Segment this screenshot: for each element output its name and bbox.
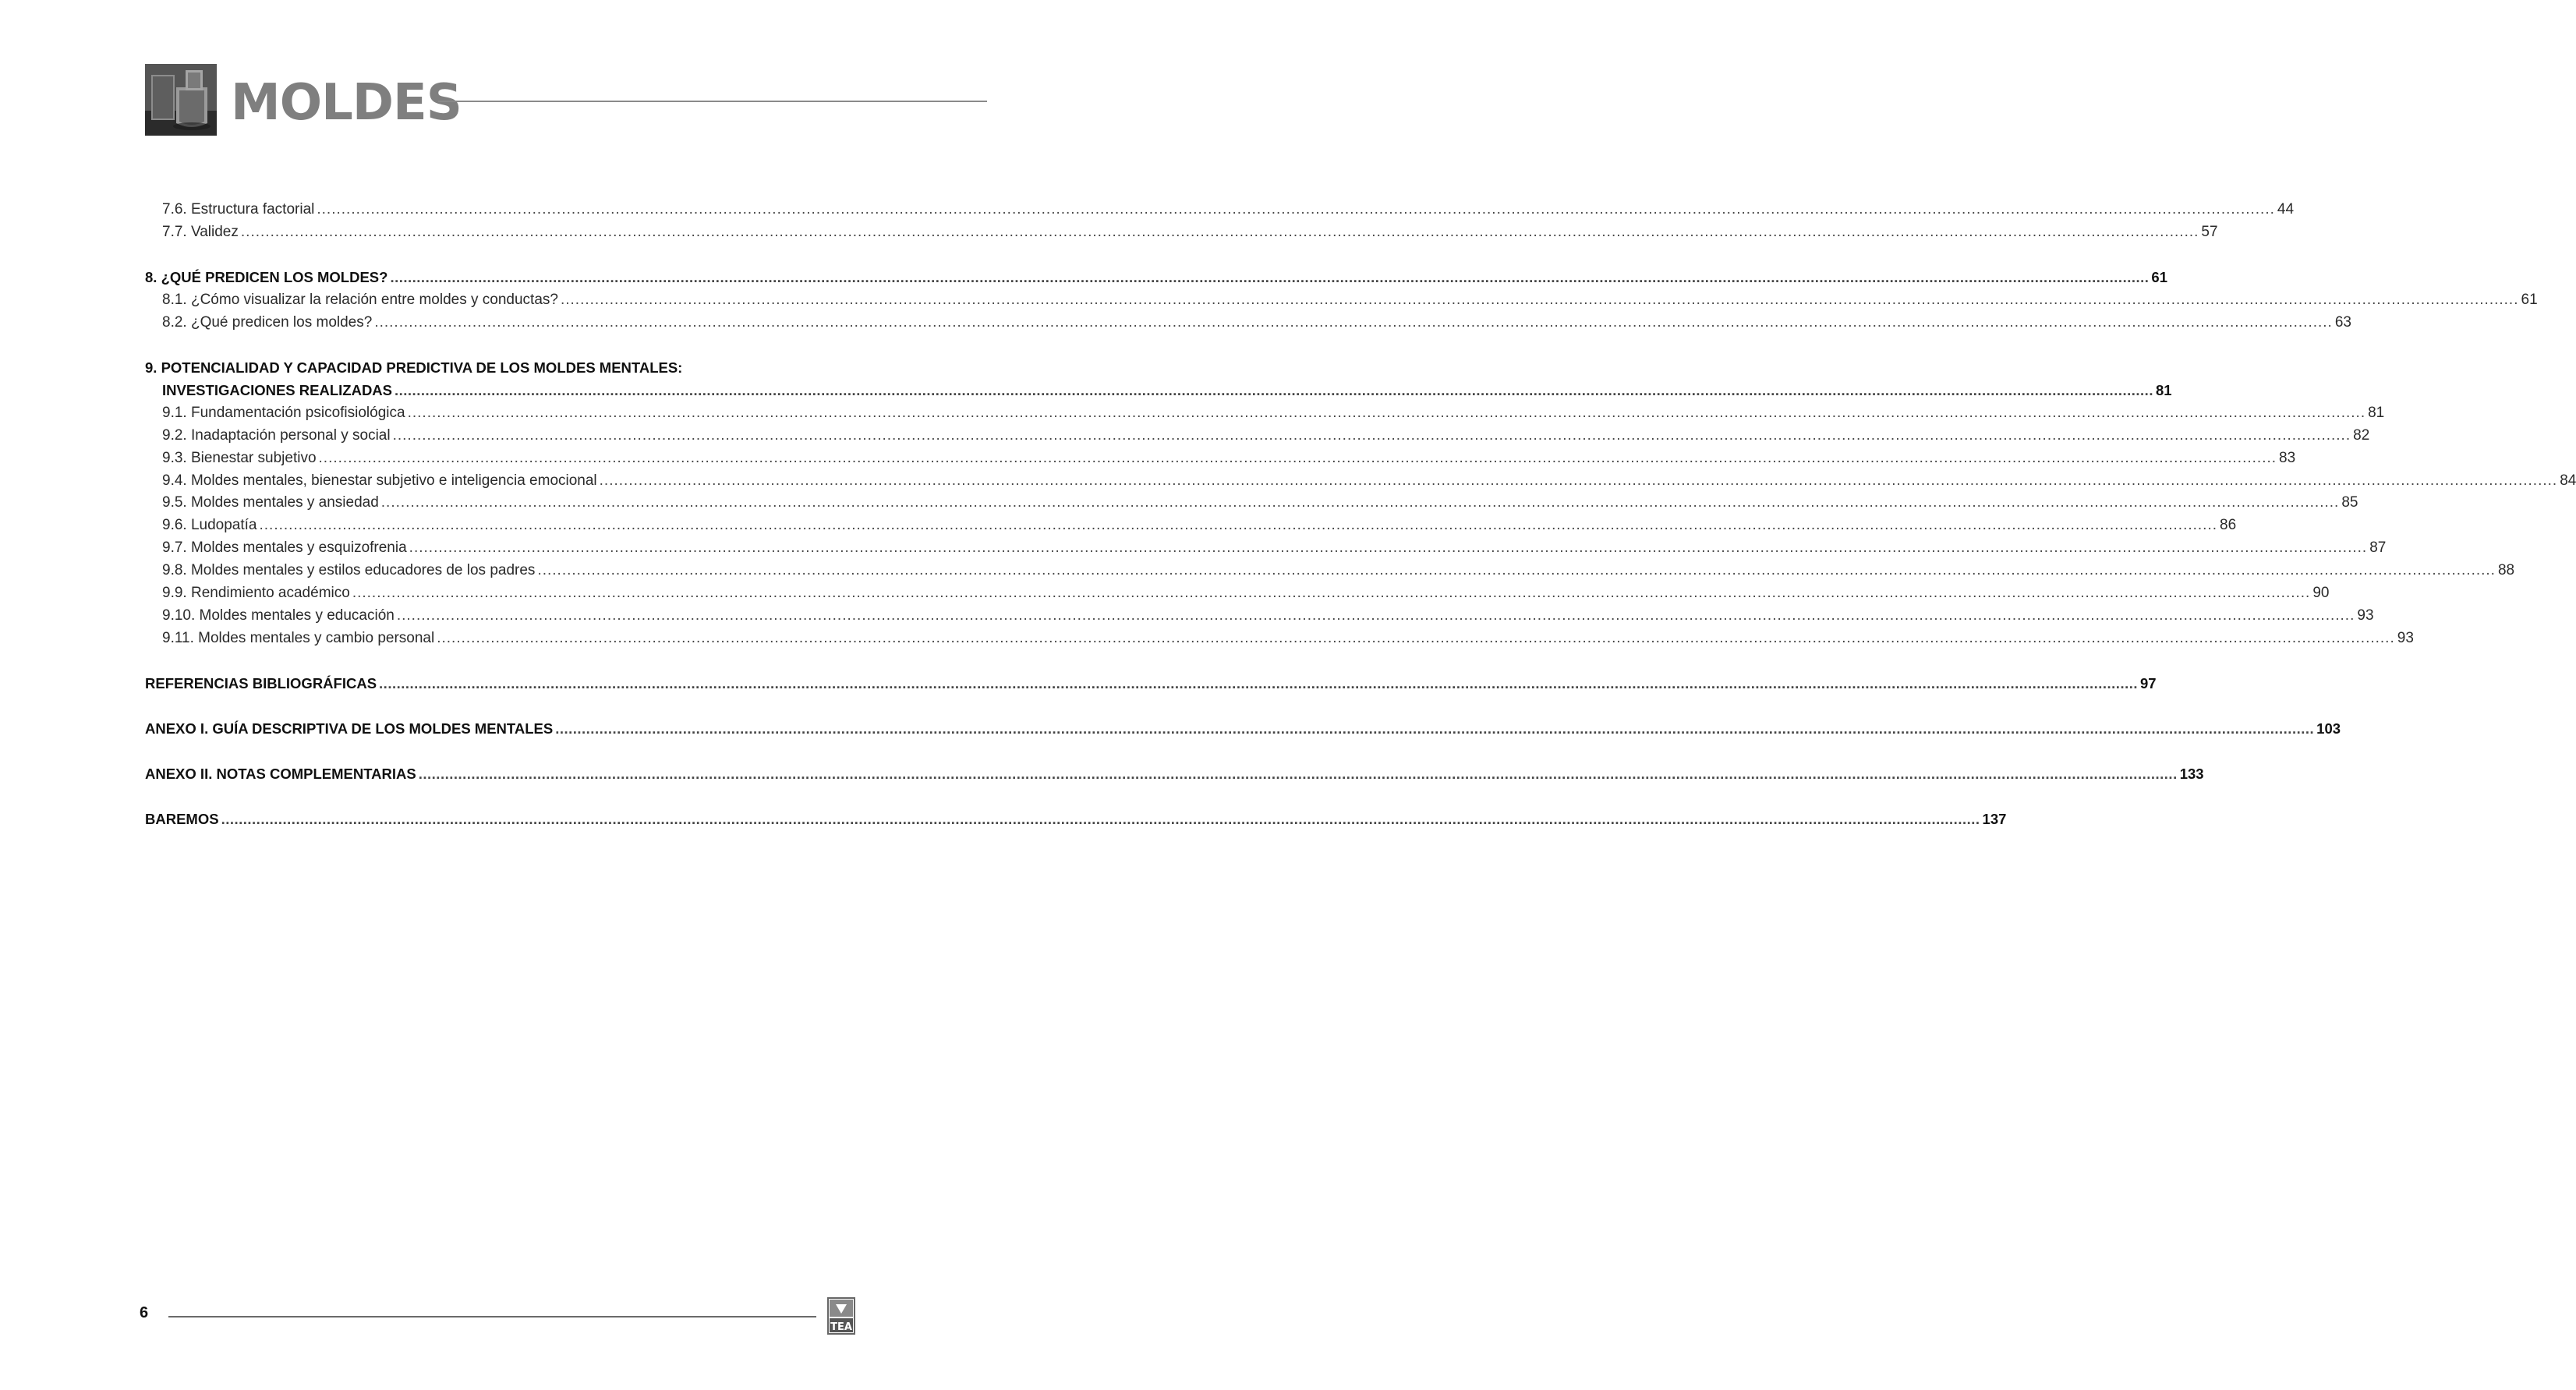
- toc-entry: [162, 627, 2414, 650]
- page-number: 6: [140, 1304, 149, 1321]
- toc-entry-page: 61: [2151, 269, 2167, 285]
- toc-heading: 9. POTENCIALIDAD Y CAPACIDAD PREDICTIVA DE LOS MOLDES MENTALES:: [145, 359, 683, 376]
- toc-entry: [145, 672, 2157, 695]
- toc-entry: [162, 604, 2374, 628]
- toc-leader-dots: ................................................................................................................................................................................................................................................................................................................................................................................................................: [418, 766, 2178, 782]
- header-rule: [438, 101, 987, 102]
- toc-entry-label: 9.9. Rendimiento académico: [162, 585, 350, 601]
- toc-entry: [162, 514, 2237, 537]
- toc-entry: [162, 447, 2296, 470]
- toc-entry-label: 9.1. Fundamentación psicofisiológica: [162, 405, 405, 421]
- toc-leader-dots: ................................................................................................................................................................................................................................................................................................................................................................................................................: [392, 427, 2351, 444]
- toc-entry-page: 63: [2334, 314, 2351, 331]
- toc-entry: [145, 266, 2167, 289]
- toc-entry: [162, 288, 2538, 312]
- toc-entry-label: ANEXO II. NOTAS COMPLEMENTARIAS: [145, 766, 416, 782]
- toc-entry: [162, 582, 2330, 605]
- toc-entry: [162, 536, 2387, 560]
- toc-leader-dots: ................................................................................................................................................................................................................................................................................................................................................................................................................: [379, 675, 2139, 691]
- toc-entry: [162, 198, 2295, 221]
- toc-entry: [145, 717, 2341, 741]
- toc-entry-page: 86: [2220, 517, 2237, 533]
- toc-leader-dots: ................................................................................................................................................................................................................................................................................................................................................................................................................: [437, 630, 2395, 646]
- toc-entry: [162, 559, 2515, 582]
- toc-leader-dots: ................................................................................................................................................................................................................................................................................................................................................................................................................: [555, 720, 2315, 737]
- toc-entry: [162, 311, 2351, 334]
- footer-rule: [168, 1316, 816, 1317]
- toc-entry-label: 9.8. Moldes mentales y estilos educadores de los padres: [162, 562, 536, 578]
- toc-entry-label: INVESTIGACIONES REALIZADAS: [162, 382, 392, 398]
- toc-leader-dots: ................................................................................................................................................................................................................................................................................................................................................................................................................: [409, 539, 2368, 556]
- toc-entry-page: 82: [2353, 427, 2370, 444]
- toc-entry-page: 88: [2497, 562, 2515, 578]
- moldes-logo-icon: [145, 64, 217, 136]
- toc-entry-page: 133: [2179, 766, 2204, 782]
- toc-leader-dots: ................................................................................................................................................................................................................................................................................................................................................................................................................: [221, 811, 1980, 827]
- toc-entry: [162, 424, 2370, 447]
- toc-leader-dots: ................................................................................................................................................................................................................................................................................................................................................................................................................: [395, 382, 2153, 398]
- toc-entry-label: 9.6. Ludopatía: [162, 517, 257, 533]
- toc-entry-label: ANEXO I. GUÍA DESCRIPTIVA DE LOS MOLDES MENTALES: [145, 720, 554, 737]
- toc-entry-page: 93: [2397, 630, 2414, 646]
- toc-entry-page: 57: [2201, 224, 2218, 240]
- toc-entry-label: 9.7. Moldes mentales y esquizofrenia: [162, 539, 407, 556]
- tea-logo-text: TEA: [830, 1321, 852, 1333]
- toc-entry: [145, 808, 2007, 831]
- toc-leader-dots: ................................................................................................................................................................................................................................................................................................................................................................................................................: [317, 201, 2275, 218]
- toc-leader-dots: ................................................................................................................................................................................................................................................................................................................................................................................................................: [396, 607, 2355, 624]
- toc-entry: [145, 762, 2204, 786]
- toc-entry: [162, 221, 2218, 244]
- toc-leader-dots: ................................................................................................................................................................................................................................................................................................................................................................................................................: [390, 269, 2150, 285]
- toc-leader-dots: ................................................................................................................................................................................................................................................................................................................................................................................................................: [318, 450, 2277, 466]
- toc-entry-page: 93: [2357, 607, 2374, 624]
- tea-logo-icon: [828, 1298, 855, 1334]
- toc-entry-page: 81: [2368, 405, 2385, 421]
- toc-entry-page: 83: [2279, 450, 2296, 466]
- toc-entry: [162, 379, 2172, 402]
- toc-entry-page: 103: [2316, 720, 2341, 737]
- toc-entry-label: 9.3. Bienestar subjetivo: [162, 450, 317, 466]
- toc-leader-dots: ................................................................................................................................................................................................................................................................................................................................................................................................................: [374, 314, 2333, 331]
- toc-entry-page: 90: [2312, 585, 2330, 601]
- toc-entry-page: 137: [1982, 811, 2007, 827]
- toc-entry-label: 8. ¿QUÉ PREDICEN LOS MOLDES?: [145, 269, 388, 285]
- toc-entry-label: 9.4. Moldes mentales, bienestar subjetivo e inteligencia emocional: [162, 472, 597, 489]
- toc-entry-label: 9.5. Moldes mentales y ansiedad: [162, 494, 379, 511]
- toc-leader-dots: ................................................................................................................................................................................................................................................................................................................................................................................................................: [380, 494, 2340, 511]
- toc-entry-label: 7.7. Validez: [162, 224, 239, 240]
- toc-entry: [162, 401, 2385, 425]
- toc-leader-dots: ................................................................................................................................................................................................................................................................................................................................................................................................................: [240, 224, 2199, 240]
- toc-entry-label: REFERENCIAS BIBLIOGRÁFICAS: [145, 675, 377, 691]
- toc-entry-label: 9.10. Moldes mentales y educación: [162, 607, 395, 624]
- toc-entry-page: 61: [2521, 292, 2538, 308]
- toc-leader-dots: ................................................................................................................................................................................................................................................................................................................................................................................................................: [560, 292, 2519, 308]
- toc-entry-label: BAREMOS: [145, 811, 219, 827]
- toc-leader-dots: ................................................................................................................................................................................................................................................................................................................................................................................................................: [537, 562, 2496, 578]
- page-header: [0, 0, 987, 156]
- page-title: MOLDES: [231, 74, 462, 132]
- toc-leader-dots: ................................................................................................................................................................................................................................................................................................................................................................................................................: [407, 405, 2366, 421]
- toc-entry-page: 97: [2140, 675, 2157, 691]
- toc-entry-label: 9.2. Inadaptación personal y social: [162, 427, 391, 444]
- toc-entry-page: 44: [2277, 201, 2295, 218]
- toc-leader-dots: ................................................................................................................................................................................................................................................................................................................................................................................................................: [259, 517, 2218, 533]
- toc-entry: [162, 491, 2358, 515]
- toc-entry-page: 81: [2155, 382, 2172, 398]
- toc-entry-page: 85: [2341, 494, 2358, 511]
- toc-entry-label: 8.1. ¿Cómo visualizar la relación entre moldes y conductas?: [162, 292, 558, 308]
- toc-entry-label: 7.6. Estructura factorial: [162, 201, 315, 218]
- toc-leader-dots: ................................................................................................................................................................................................................................................................................................................................................................................................................: [599, 472, 2558, 489]
- toc-entry-label: 8.2. ¿Qué predicen los moldes?: [162, 314, 373, 331]
- toc-entry-label: 9.11. Moldes mentales y cambio personal: [162, 630, 435, 646]
- toc-entry-page: 87: [2369, 539, 2387, 556]
- toc-entry: [162, 469, 2576, 493]
- toc-entry-page: 84: [2560, 472, 2576, 489]
- toc-leader-dots: ................................................................................................................................................................................................................................................................................................................................................................................................................: [352, 585, 2311, 601]
